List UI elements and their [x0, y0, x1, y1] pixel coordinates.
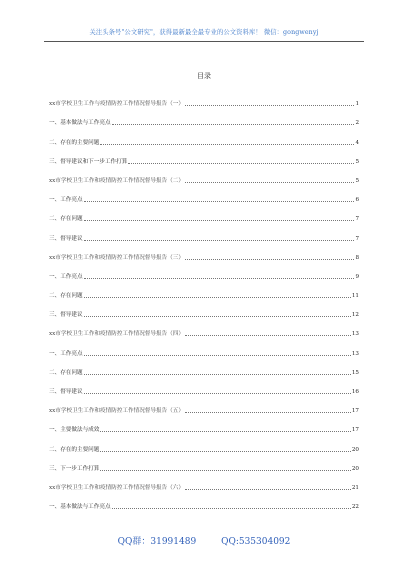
toc-entry-title: 二、存在问题 [49, 369, 83, 376]
toc-dot-leader [84, 354, 351, 356]
toc-entry-page: 11 [351, 293, 359, 300]
toc-entry[interactable] [49, 453, 359, 472]
toc-entry-page: 7 [355, 216, 359, 223]
toc-dot-leader [84, 296, 351, 298]
toc-entry-page: 22 [351, 504, 359, 511]
toc-entry[interactable] [49, 280, 359, 299]
toc-entry[interactable] [49, 146, 359, 165]
toc-dot-leader [185, 488, 351, 490]
toc-entry-page: 20 [351, 446, 359, 453]
toc-entry-title: xx市学校卫生工作和疫情防控工作情况督导报告（二） [49, 177, 184, 184]
toc-entry-title: xx市学校卫生工作和疫情防控工作情况督导报告（四） [49, 331, 184, 338]
toc-entry-page: 15 [351, 369, 359, 376]
toc-entry-title: 二、存在问题 [49, 216, 83, 223]
toc-entry[interactable] [49, 203, 359, 222]
toc-entry[interactable] [49, 165, 359, 184]
toc-dot-leader [112, 507, 351, 509]
toc-dot-leader [185, 104, 354, 106]
toc-dot-leader [185, 258, 354, 260]
toc-entry-page: 17 [351, 427, 359, 434]
toc-dot-leader [84, 315, 351, 317]
footer-qq-group: QQ群：31991489 [117, 537, 197, 547]
toc-entry-page: 13 [351, 331, 359, 338]
toc-dot-leader [112, 123, 355, 125]
toc-dot-leader [185, 181, 354, 183]
toc-entry-title: 一、工作亮点 [49, 197, 83, 204]
toc-entry-page: 5 [355, 158, 359, 165]
toc-entry[interactable] [49, 261, 359, 280]
toc-entry-page: 16 [351, 389, 359, 395]
toc-dot-leader [84, 277, 355, 279]
toc-entry-page: 1 [355, 101, 359, 108]
toc-entry-page: 5 [355, 177, 359, 184]
toc-dot-leader [185, 334, 351, 336]
toc-entry-page: 4 [355, 139, 359, 146]
toc-entry-page: 6 [355, 197, 359, 204]
toc-entry[interactable] [49, 242, 359, 261]
toc-entry[interactable] [49, 357, 359, 376]
toc-entry[interactable] [49, 414, 359, 433]
toc-entry[interactable] [49, 299, 359, 318]
toc-entry[interactable] [49, 337, 359, 356]
toc-entry-title: 三、下一步工作打算 [49, 465, 100, 472]
toc-entry[interactable] [49, 433, 359, 452]
toc-entry[interactable] [49, 472, 359, 491]
toc-entry-page: 13 [351, 350, 359, 357]
toc-dot-leader [100, 450, 351, 452]
toc-entry-title: 一、基本做法与工作亮点 [49, 504, 111, 511]
toc-entry-title: 二、存在问题 [49, 293, 83, 300]
toc-dot-leader [185, 411, 351, 413]
toc-entry-page: 17 [351, 408, 359, 415]
toc-entry[interactable] [49, 395, 359, 414]
header-banner: 关注头条号"公文研究"，获得最新最全最专业的公文资料库！ 微信：gongwenyj [89, 29, 319, 36]
toc-entry-title: xx市学校卫生工作和疫情防控工作情况督导报告（六） [49, 484, 184, 491]
toc-entry-page: 20 [351, 465, 359, 472]
toc-dot-leader [84, 373, 351, 375]
toc-entry-page: 21 [351, 484, 359, 491]
toc-entry-title: 二、存在的主要问题 [49, 446, 100, 453]
toc-entry-title: 一、工作亮点 [49, 350, 83, 357]
toc-entry-title: 一、工作亮点 [49, 273, 83, 280]
toc-entry-page: 12 [351, 312, 359, 319]
toc-entry[interactable] [49, 376, 359, 395]
toc-entry-title: 三、督导建议 [49, 389, 83, 395]
header-rule [44, 41, 364, 42]
toc-entry[interactable] [49, 126, 359, 145]
toc-dot-leader [84, 239, 355, 241]
toc-dot-leader [128, 162, 354, 164]
toc-entry[interactable] [49, 107, 359, 126]
toc-dot-leader [84, 219, 355, 221]
toc-entry-page: 9 [355, 273, 359, 280]
footer-contact [0, 534, 408, 547]
toc-entry-page: 7 [355, 235, 359, 242]
toc-entry-page: 8 [355, 254, 359, 261]
toc-dot-leader [84, 392, 351, 394]
toc-title: 目录 [197, 72, 211, 80]
toc-dot-leader [84, 200, 355, 202]
toc-entry-page: 2 [355, 120, 359, 127]
toc-entry-title: 一、基本做法与工作亮点 [49, 120, 111, 127]
toc-dot-leader [100, 143, 354, 145]
table-of-contents [49, 88, 359, 510]
toc-entry-title: 三、督导建议 [49, 235, 83, 242]
toc-entry-title: 三、督导建议 [49, 312, 83, 319]
toc-entry-title: 二、存在的主要问题 [49, 139, 100, 146]
toc-entry[interactable] [49, 184, 359, 203]
toc-entry[interactable] [49, 318, 359, 337]
toc-entry-title: xx市学校卫生工作和疫情防控工作情况督导报告（三） [49, 254, 184, 261]
toc-entry[interactable] [49, 222, 359, 241]
toc-entry-title: xx市学校卫生工作与疫情防控工作情况督导报告（一） [49, 101, 184, 108]
toc-dot-leader [100, 430, 351, 432]
toc-entry-title: 三、督导建议和下一步工作打算 [49, 158, 128, 165]
footer-qq: QQ:535304092 [221, 537, 291, 547]
toc-entry-title: xx市学校卫生工作和疫情防控工作情况督导报告（五） [49, 408, 184, 415]
toc-entry[interactable] [49, 491, 359, 510]
toc-entry[interactable] [49, 88, 359, 107]
toc-entry-title: 一、主要做法与成效 [49, 427, 100, 434]
toc-dot-leader [100, 469, 351, 471]
